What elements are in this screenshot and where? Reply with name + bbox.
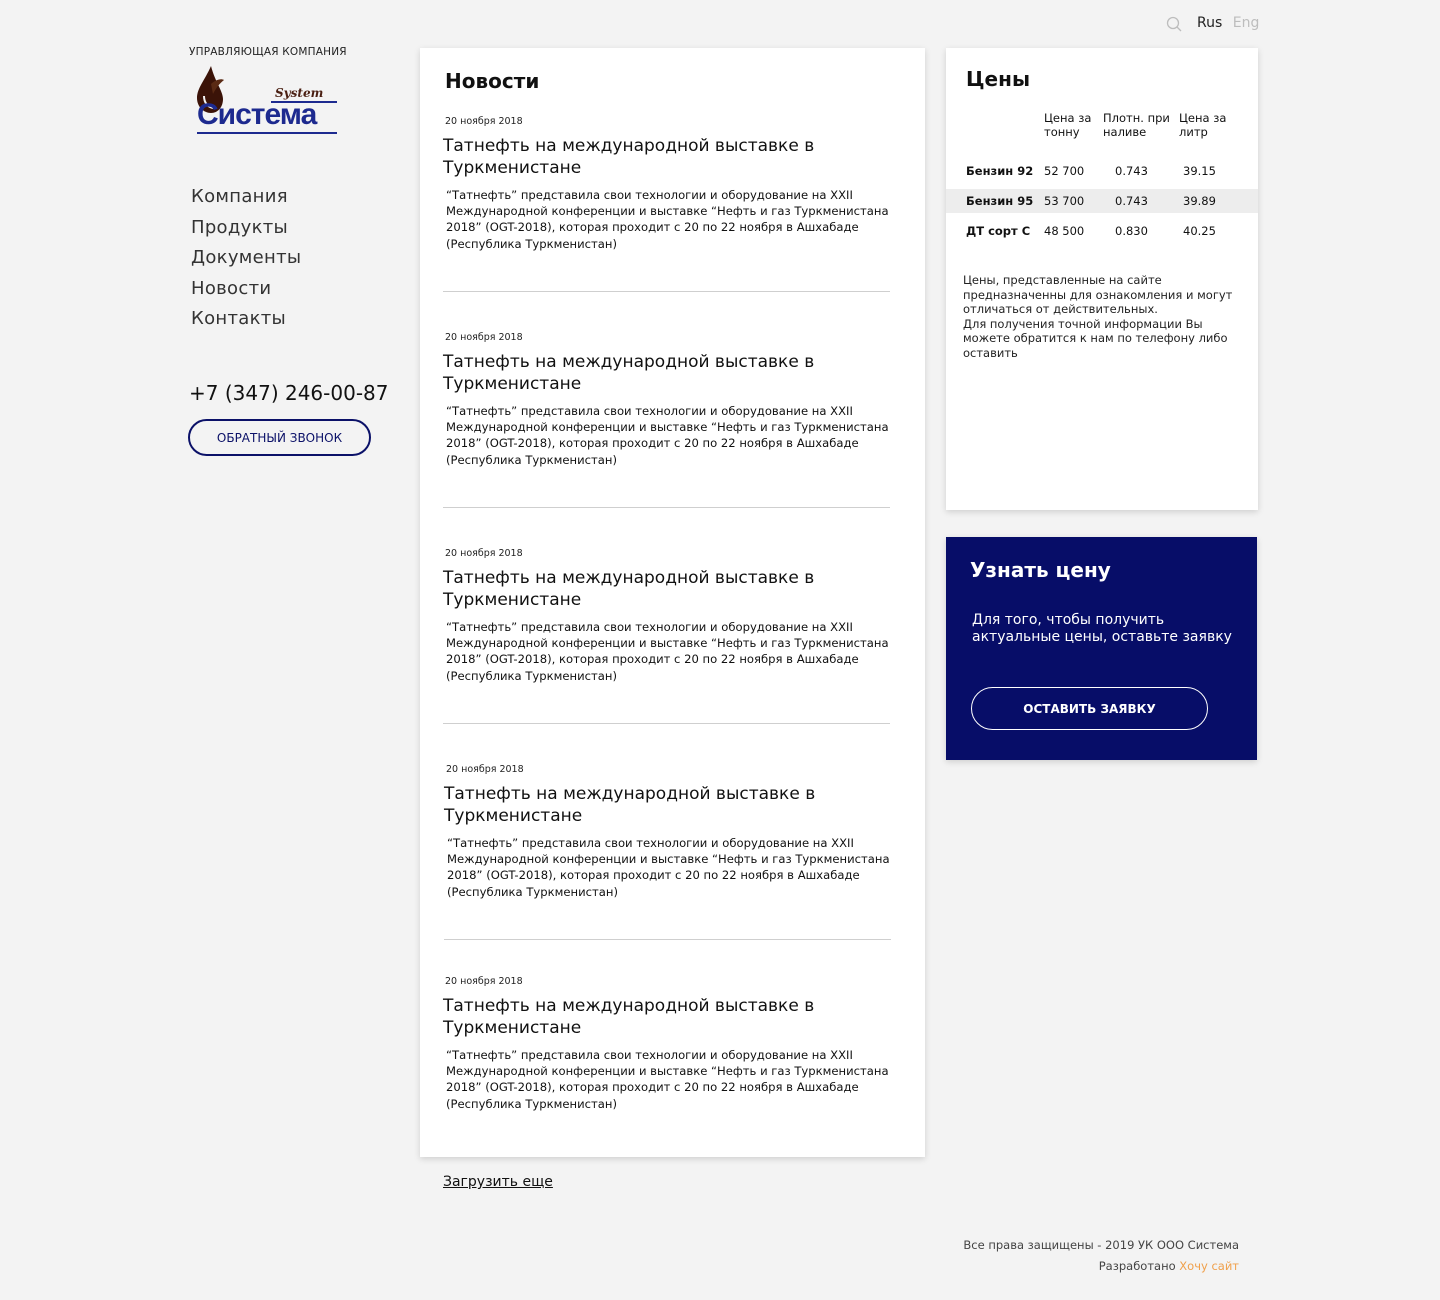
news-headline-link[interactable]: Татнефть на международной выставке в Туркменистане — [443, 352, 815, 394]
language-switcher — [1197, 15, 1259, 31]
lang-eng-link[interactable]: Eng — [1232, 15, 1260, 31]
news-divider — [444, 939, 891, 940]
news-excerpt: “Татнефть” представила свои технологии и оборудование на XXII Международной конференции и выставке “Нефть и газ Туркменистана 2018” (OGT-2018), которая проходит с 20 по 22 ноября в Ашхабаде (Республика Туркменистан) — [446, 404, 889, 467]
news-date: 20 ноября 2018 — [445, 976, 523, 987]
column-header-per-liter: Цена за литр — [1179, 111, 1227, 139]
fuel-density: 0.743 — [1115, 164, 1148, 178]
column-header-density: Плотн. при наливе — [1103, 111, 1170, 139]
prices-disclaimer-line: Для получения точной информации Вы можете обратится к нам по телефону либо оставить — [963, 316, 1228, 360]
developer-label: Разработано — [1098, 1259, 1176, 1273]
nav-item-company[interactable]: Компания — [191, 186, 288, 207]
nav-item-documents[interactable]: Документы — [191, 247, 302, 268]
price-per-liter: 40.25 — [1183, 224, 1216, 238]
search-icon[interactable] — [1166, 16, 1182, 32]
price-row — [946, 159, 1258, 183]
nav-item-news[interactable]: Новости — [191, 277, 272, 299]
news-headline-link[interactable]: Татнефть на международной выставке в Туркменистане — [443, 568, 815, 610]
fuel-name: ДТ сорт С — [966, 224, 1031, 238]
logo-caption: УПРАВЛЯЮЩАЯ КОМПАНИЯ — [189, 46, 347, 58]
developer-credit — [963, 1256, 1239, 1277]
column-header-per-ton: Цена за тонну — [1044, 111, 1092, 139]
prices-disclaimer — [963, 273, 1248, 361]
request-text: Для того, чтобы получить актуальные цены, оставьте заявку — [972, 612, 1232, 645]
price-row — [946, 219, 1258, 243]
company-logo[interactable] — [189, 46, 345, 142]
news-excerpt: “Татнефть” представила свои технологии и оборудование на XXII Международной конференции и выставке “Нефть и газ Туркменистана 2018” (OGT-2018), которая проходит с 20 по 22 ноября в Ашхабаде (Республика Туркменистан) — [446, 188, 889, 251]
logo-baseline — [197, 132, 337, 134]
news-date: 20 ноября 2018 — [445, 332, 523, 343]
fuel-density: 0.830 — [1115, 224, 1148, 238]
news-divider — [443, 723, 890, 724]
logo-system-text: System — [275, 86, 324, 100]
price-per-ton: 52 700 — [1044, 164, 1085, 178]
price-per-liter: 39.15 — [1183, 164, 1216, 178]
news-headline-link[interactable]: Татнефть на международной выставке в Туркменистане — [443, 136, 815, 178]
news-divider — [443, 291, 890, 292]
footer — [963, 1235, 1239, 1277]
fuel-name: Бензин 95 — [966, 194, 1034, 208]
news-headline-link[interactable]: Татнефть на международной выставке в Туркменистане — [443, 996, 815, 1038]
submit-request-button[interactable]: ОСТАВИТЬ ЗАЯВКУ — [971, 687, 1208, 730]
lang-rus-link[interactable]: Rus — [1197, 15, 1223, 31]
copyright-text: Все права защищены - 2019 УК ООО Система — [963, 1238, 1239, 1252]
news-excerpt: “Татнефть” представила свои технологии и оборудование на XXII Международной конференции и выставке “Нефть и газ Туркменистана 2018” (OGT-2018), которая проходит с 20 по 22 ноября в Ашхабаде (Республика Туркменистан) — [446, 1048, 889, 1111]
nav-item-products[interactable]: Продукты — [191, 216, 289, 238]
nav-item-contacts[interactable]: Контакты — [191, 308, 287, 329]
news-panel — [420, 48, 925, 1157]
callback-button[interactable]: ОБРАТНЫЙ ЗВОНОК — [188, 419, 371, 456]
news-divider — [443, 507, 890, 508]
price-per-ton: 48 500 — [1044, 224, 1085, 238]
prices-panel — [946, 48, 1258, 510]
news-headline-link[interactable]: Татнефть на международной выставке в Туркменистане — [444, 784, 816, 826]
news-excerpt: “Татнефть” представила свои технологии и оборудование на XXII Международной конференции и выставке “Нефть и газ Туркменистана 2018” (OGT-2018), которая проходит с 20 по 22 ноября в Ашхабаде (Республика Туркменистан) — [446, 620, 889, 683]
load-more-link[interactable]: Загрузить еще — [443, 1174, 553, 1190]
news-date: 20 ноября 2018 — [445, 116, 523, 127]
news-date: 20 ноября 2018 — [446, 764, 524, 775]
price-per-liter: 39.89 — [1183, 194, 1216, 208]
phone-number[interactable]: +7 (347) 246-00-87 — [189, 381, 389, 405]
logo-wordmark: Система — [197, 98, 317, 131]
fuel-density: 0.743 — [1115, 194, 1148, 208]
request-price-panel — [946, 537, 1257, 760]
news-title: Новости — [445, 69, 540, 93]
price-row — [946, 189, 1258, 213]
prices-title: Цены — [966, 67, 1031, 91]
request-title: Узнать цену — [970, 558, 1111, 582]
fuel-name: Бензин 92 — [966, 164, 1034, 178]
news-date: 20 ноября 2018 — [445, 548, 523, 559]
main-nav — [191, 182, 301, 335]
developer-link[interactable]: Хочу сайт — [1179, 1259, 1239, 1273]
prices-disclaimer-line: Цены, представленные на сайте предназначенны для ознакомления и могут отличаться от действительных. — [963, 273, 1233, 317]
news-excerpt: “Татнефть” представила свои технологии и оборудование на XXII Международной конференции и выставке “Нефть и газ Туркменистана 2018” (OGT-2018), которая проходит с 20 по 22 ноября в Ашхабаде (Республика Туркменистан) — [447, 836, 890, 899]
price-per-ton: 53 700 — [1044, 194, 1085, 208]
